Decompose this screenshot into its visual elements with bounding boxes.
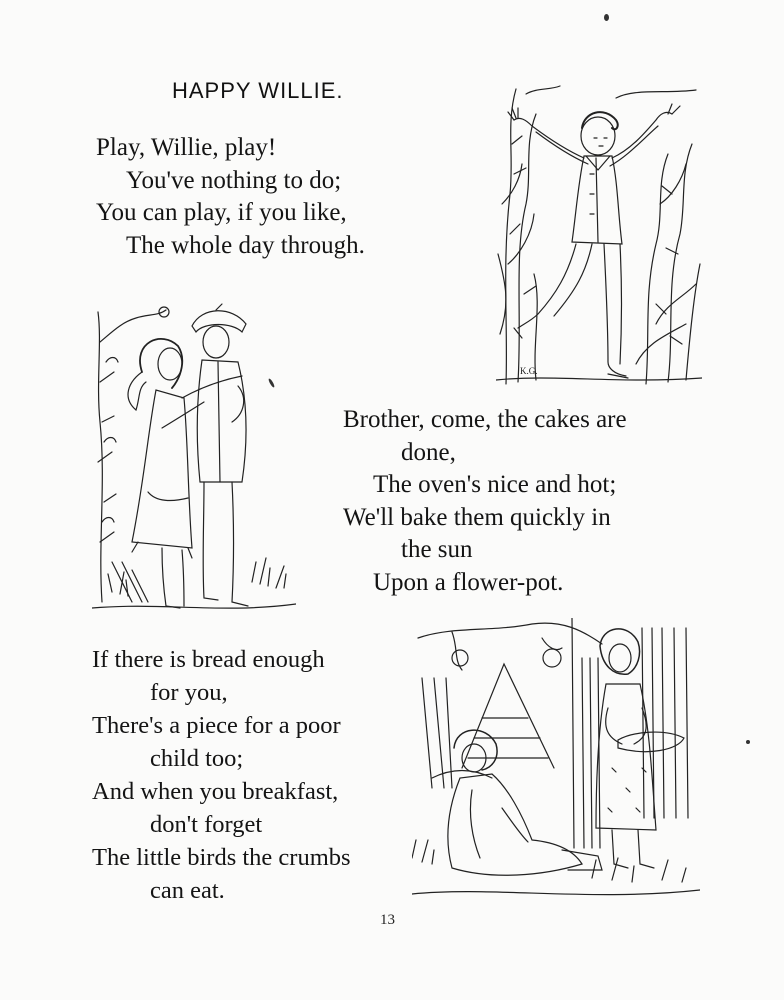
stanza-line: can eat. xyxy=(150,877,225,904)
stanza-2 xyxy=(343,404,627,599)
stanza-1 xyxy=(96,132,365,262)
stanza-line: You've nothing to do; xyxy=(126,166,342,194)
stanza-line: If there is bread enough xyxy=(92,646,325,673)
ink-speck xyxy=(604,14,609,21)
stanza-line: don't forget xyxy=(150,811,263,838)
stanza-line: Brother, come, the cakes are xyxy=(343,406,627,433)
stanza-line: child too; xyxy=(150,745,244,772)
ink-speck xyxy=(746,740,750,744)
stanza-line: Play, Willie, play! xyxy=(96,134,277,161)
illustrator-signature: K.G. xyxy=(520,366,538,376)
hugging-children-engraving xyxy=(92,302,296,618)
stanza-line: You can play, if you like, xyxy=(96,199,347,226)
page-number: 13 xyxy=(380,912,395,928)
garden-girls-engraving xyxy=(412,618,700,914)
stanza-line: The oven's nice and hot; xyxy=(373,471,617,498)
poem-title: HAPPY WILLIE. xyxy=(172,78,344,103)
stanza-line: for you, xyxy=(150,679,228,706)
stanza-line: We'll bake them quickly in xyxy=(343,503,611,531)
stanza-line: done, xyxy=(401,438,456,466)
running-boy-engraving xyxy=(496,84,702,390)
stanza-line: The little birds the crumbs xyxy=(92,844,351,871)
stanza-line: There's a piece for a poor xyxy=(92,712,341,739)
stanza-line: Upon a flower-pot. xyxy=(373,568,564,596)
stanza-line: The whole day through. xyxy=(126,231,365,259)
stanza-line: the sun xyxy=(401,536,473,563)
stanza-3 xyxy=(92,643,351,907)
stanza-line: And when you breakfast, xyxy=(92,778,339,805)
